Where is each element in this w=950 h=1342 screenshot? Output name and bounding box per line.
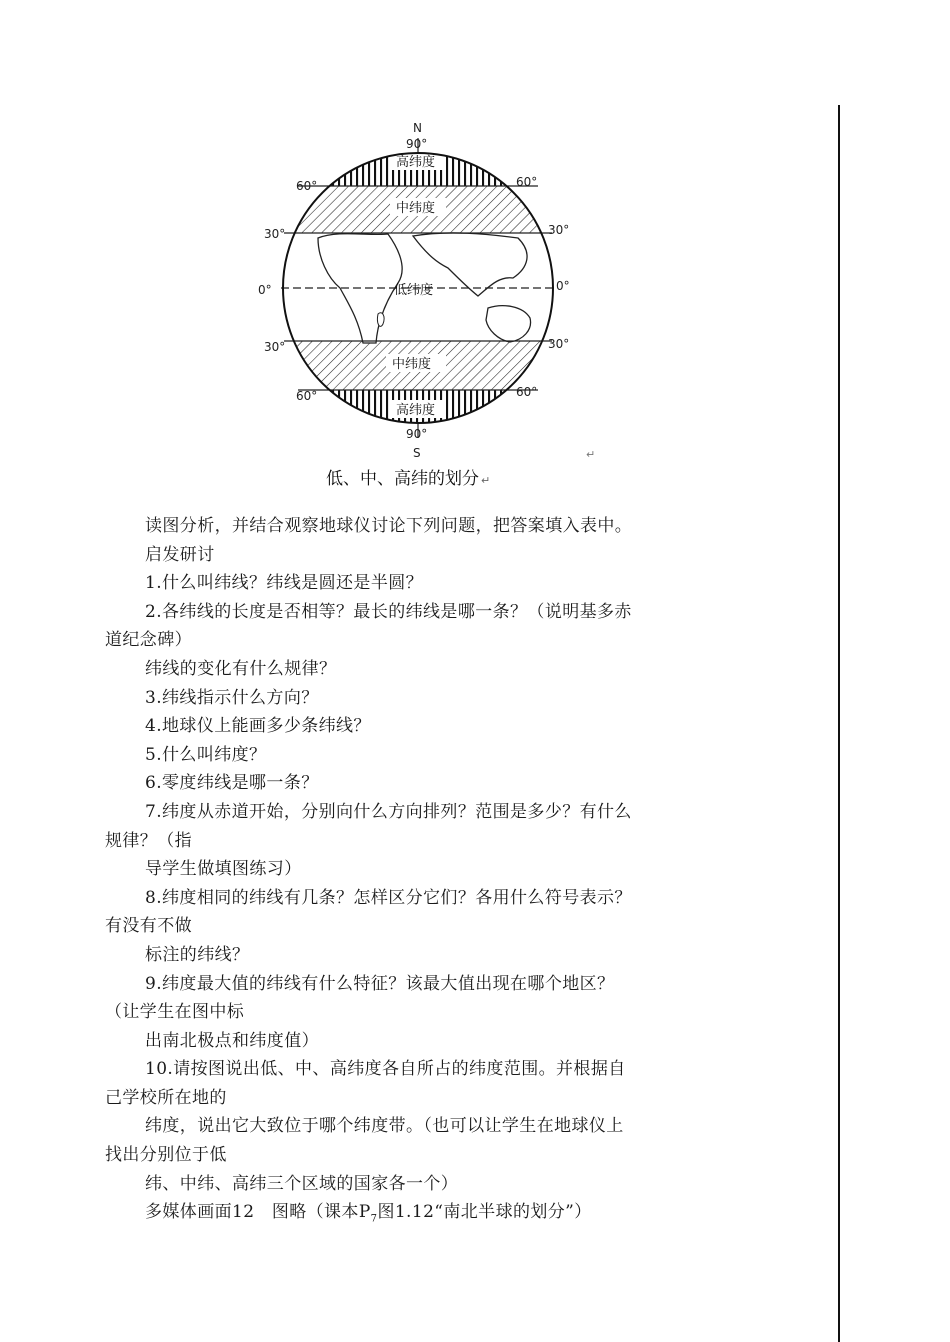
- paragraph-line: 10.请按图说出低、中、高纬度各自所占的纬度范围。并根据自: [145, 1059, 626, 1080]
- paragraph-line: 导学生做填图练习）: [145, 859, 302, 880]
- paragraph-line: 纬、中纬、高纬三个区域的国家各一个）: [145, 1173, 459, 1194]
- paragraph-line: 8.纬度相同的纬线有几条？怎样区分它们？各用什么符号表示？: [145, 887, 632, 908]
- paragraph-line: 2.各纬线的长度是否相等？最长的纬线是哪一条？（说明基多赤: [145, 601, 632, 622]
- paragraph-line: 标注的纬线？: [145, 944, 250, 965]
- lat-30-right-top: 30°: [548, 223, 570, 237]
- lat-60-left-top: 60°: [296, 179, 318, 193]
- lat-60-left-bottom: 60°: [296, 389, 318, 403]
- paragraph-line: 读图分析，并结合观察地球仪讨论下列问题，把答案填入表中。: [145, 516, 633, 536]
- paragraph-line: 己学校所在地的: [105, 1087, 227, 1108]
- paragraph-line: 纬线的变化有什么规律？: [145, 658, 337, 679]
- paragraph-line: 找出分别位于低: [105, 1145, 227, 1166]
- paragraph-line: 出南北极点和纬度值）: [145, 1030, 319, 1051]
- lat-90-top-label: 90°: [406, 137, 428, 151]
- paragraph-line: 4.地球仪上能画多少条纬线？: [145, 716, 371, 737]
- zone-mid-top: 中纬度: [396, 201, 436, 216]
- north-label: N: [413, 121, 422, 135]
- lat-30-left-bottom: 30°: [264, 340, 286, 354]
- document-body: [105, 512, 705, 1234]
- caption-return-mark: ↵: [481, 474, 491, 487]
- paragraph-line: 3.纬线指示什么方向？: [145, 687, 319, 708]
- return-mark: ↵: [586, 448, 596, 461]
- globe-diagram: [248, 118, 608, 468]
- figure-caption: [300, 464, 586, 489]
- south-label: S: [413, 446, 421, 460]
- paragraph-line: 启发研讨: [145, 544, 215, 565]
- zone-high-top: 高纬度: [396, 155, 436, 170]
- lat-0-left: 0°: [258, 283, 272, 297]
- paragraph-line: 9.纬度最大值的纬线有什么特征？该最大值出现在哪个地区？: [145, 973, 615, 994]
- paragraph-line: 5.什么叫纬度？: [145, 744, 267, 765]
- lat-0-right: 0°: [556, 279, 570, 293]
- lat-30-left-top: 30°: [264, 227, 286, 241]
- zone-mid-bottom: 中纬度: [392, 357, 432, 372]
- paragraph-line: 有没有不做: [105, 916, 192, 937]
- lat-30-right-bottom: 30°: [548, 337, 570, 351]
- last-line-sub: 7: [370, 1213, 378, 1225]
- lat-60-right-top: 60°: [516, 175, 538, 189]
- caption-text: 低、中、高纬的划分: [326, 469, 479, 489]
- paragraph-line: 道纪念碑）: [105, 630, 192, 651]
- paragraph-line: 纬度，说出它大致位于哪个纬度带。（也可以让学生在地球仪上: [145, 1116, 624, 1137]
- last-line-after: 图1.12“南北半球的划分”）: [377, 1202, 592, 1223]
- paragraph-line: 1.什么叫纬线？纬线是圆还是半圆？: [145, 573, 424, 594]
- latitude-zones-figure: [248, 118, 608, 468]
- lat-90-bottom-label: 90°: [406, 427, 428, 441]
- paragraph-line: （让学生在图中标: [105, 1002, 245, 1023]
- zone-high-bottom: 高纬度: [396, 403, 436, 418]
- paragraph-last-line: [105, 1198, 705, 1234]
- last-line-before: 多媒体画面12 图略（课本P: [145, 1202, 371, 1223]
- paragraph-line: 6.零度纬线是哪一条？: [145, 773, 319, 794]
- paragraph-line: 规律？（指: [105, 830, 192, 851]
- lat-60-right-bottom: 60°: [516, 385, 538, 399]
- page-margin-line: [838, 105, 840, 1342]
- paragraph-line: 7.纬度从赤道开始，分别向什么方向排列？范围是多少？有什么: [145, 801, 632, 822]
- zone-low: 低纬度: [394, 283, 434, 298]
